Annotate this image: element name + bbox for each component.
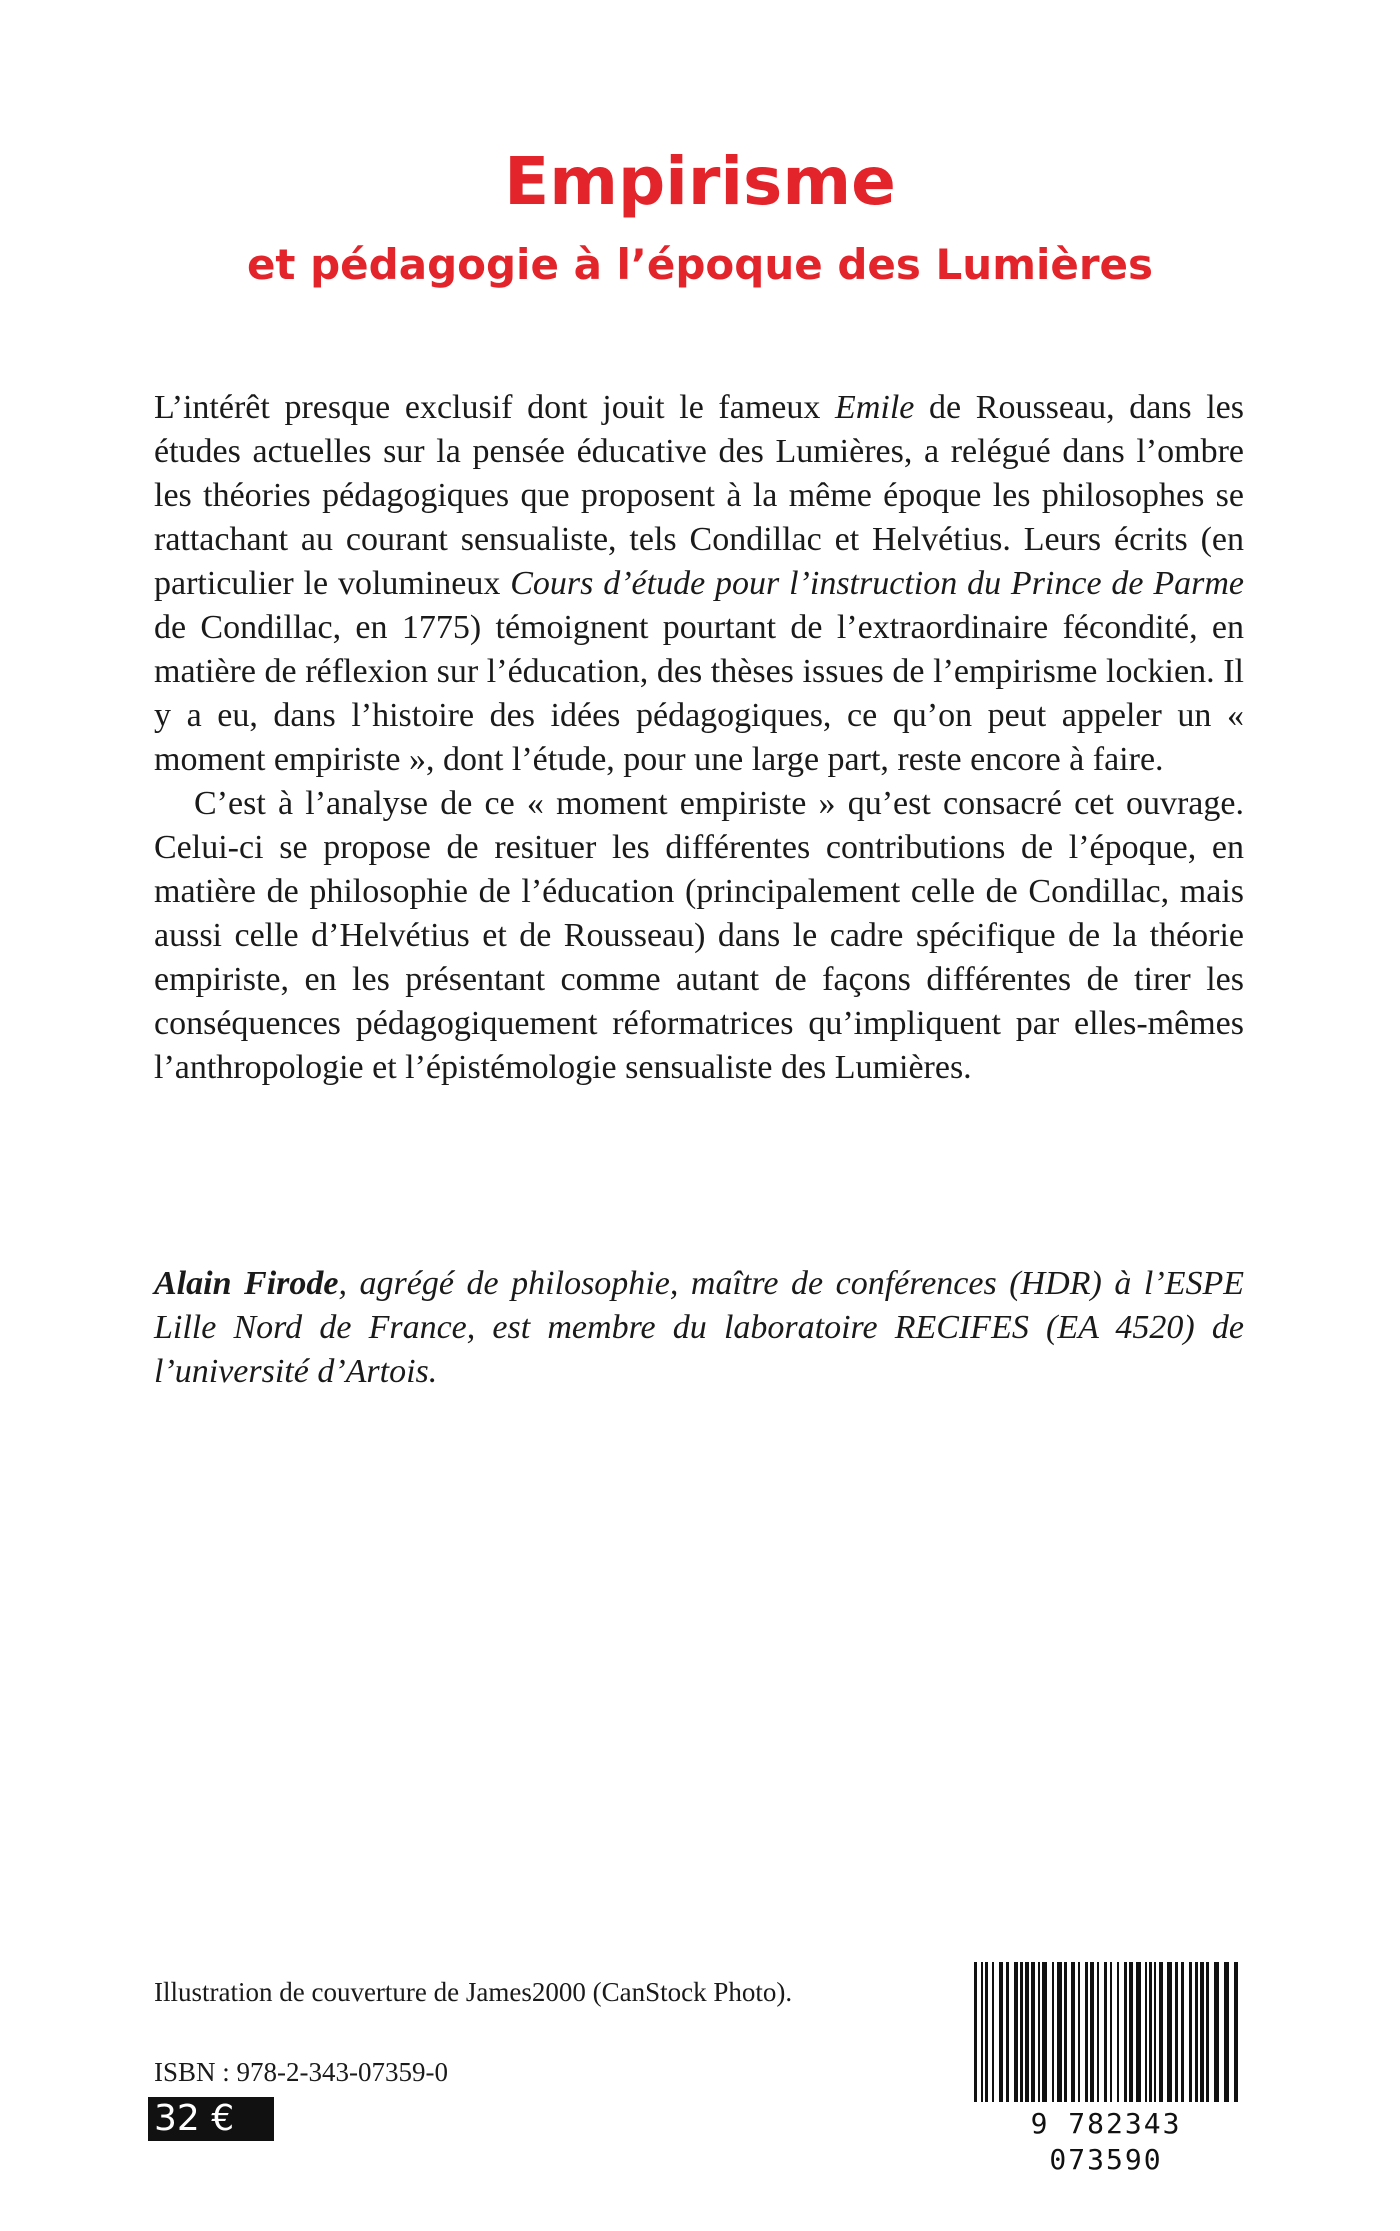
book-title: Empirisme — [504, 143, 896, 220]
blurb-paragraph-2: C’est à l’analyse de ce « moment empiriste » qu’est consacré cet ouvrage. Celui-ci se propose de resituer les différentes contributions de l’époque, en matière de philosophie de l’éducation (principalement celle de Condillac, mais aussi celle d’Helvétius et de Rousseau) dans le cadre spécifique de la théorie empiriste, en les présentant comme autant de façons différentes de tirer les conséquences pédagogiquement réformatrices qu’impliquent par elles-mêmes l’anthropologie et l’épistémologie sensualiste des Lumières. — [154, 785, 1244, 1086]
author-bio — [154, 1262, 1244, 1394]
emile-title: Emile — [835, 389, 915, 426]
author-name: Alain Firode — [154, 1265, 339, 1302]
p1-text-start: L’intérêt presque exclusif dont jouit le fameux — [154, 389, 836, 426]
blurb — [154, 386, 1244, 1090]
blurb-paragraph-1 — [154, 386, 1244, 782]
cover-credit: Illustration de couverture de James2000 (CanStock Photo). — [154, 1977, 793, 2007]
price-tag: 32 € — [148, 2097, 274, 2141]
book-subtitle: et pédagogie à l’époque des Lumières — [246, 240, 1154, 289]
author-description: , agrégé de philosophie, maître de conférences (HDR) à l’ESPE Lille Nord de France, est membre du laboratoire RECIFES (EA 4520) de l’université d’Artois. — [154, 1265, 1244, 1390]
isbn: ISBN : 978-2-343-07359-0 — [154, 2057, 448, 2087]
p1-text-end: de Condillac, en 1775) témoignent pourtant de l’extraordinaire fécondité, en matière de réflexion sur l’éducation, des thèses issues de l’empirisme lockien. Il y a eu, dans l’histoire des idées pédagogiques, ce qu’on peut appeler un « moment empiriste », dont l’étude, pour une large part, reste encore à faire. — [154, 609, 1244, 778]
barcode-bars-icon — [966, 1962, 1246, 2112]
cours-title: Cours d’étude pour l’instruction du Prince de Parme — [510, 565, 1244, 602]
p1-text-middle: de Rousseau, dans les études actuelles sur la pensée éducative des Lumières, a relégué dans l’ombre les théories pédagogiques que proposent à la même époque les philosophes se rattachant au courant sensualiste, tels Condillac et Helvétius. Leurs écrits (en particulier le volumineux — [154, 389, 1244, 602]
barcode — [966, 1962, 1246, 2176]
barcode-digits: 9 782343 073590 — [1030, 2107, 1182, 2176]
